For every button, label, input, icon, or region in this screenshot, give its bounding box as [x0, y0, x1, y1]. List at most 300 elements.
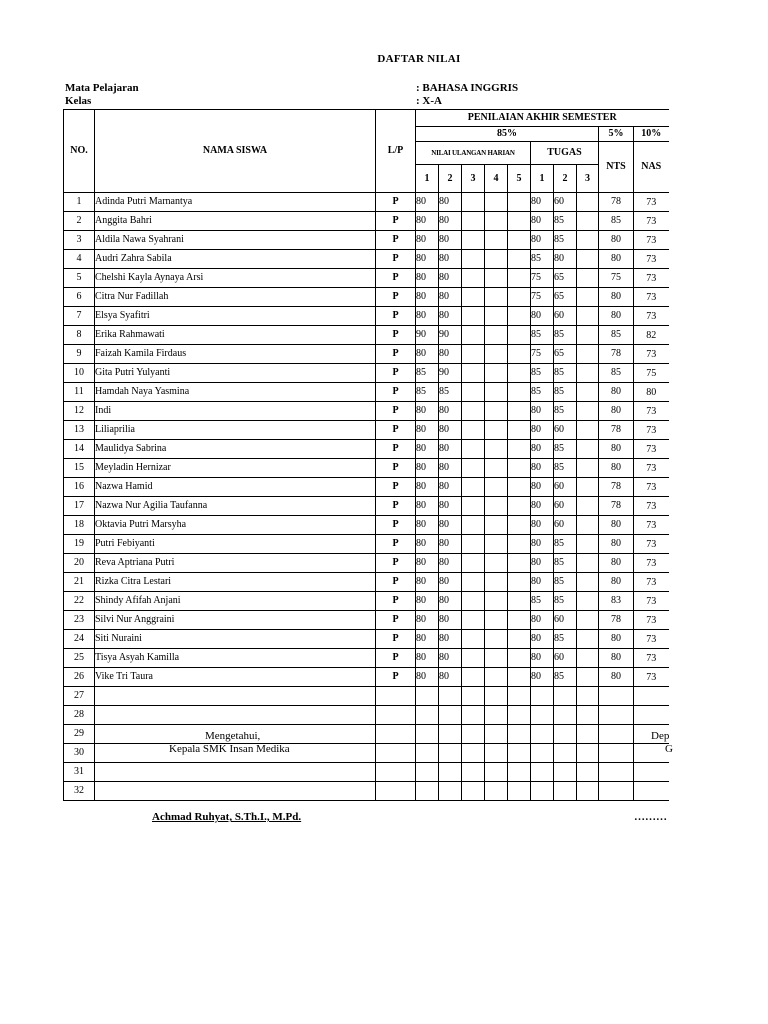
nas-score: 73: [634, 573, 669, 592]
header-no: NO.: [64, 110, 95, 193]
tugas-3: [577, 725, 599, 744]
student-name: Shindy Afifah Anjani: [95, 592, 376, 611]
student-gender: [376, 782, 416, 801]
harian-3: [462, 288, 485, 307]
harian-5: [508, 630, 531, 649]
harian-1: 80: [416, 573, 439, 592]
table-row: [64, 250, 669, 269]
harian-3: [462, 345, 485, 364]
harian-2: 80: [439, 554, 462, 573]
row-number: 11: [64, 383, 95, 402]
harian-3: [462, 763, 485, 782]
header-tugas-col-3: 3: [577, 165, 599, 193]
tugas-3: [577, 459, 599, 478]
nts-score: 78: [599, 497, 634, 516]
student-gender: P: [376, 554, 416, 573]
nts-score: [599, 763, 634, 782]
harian-3: [462, 269, 485, 288]
table-row: [64, 706, 669, 725]
nas-score: 73: [634, 421, 669, 440]
harian-3: [462, 649, 485, 668]
harian-4: [485, 763, 508, 782]
harian-1: 80: [416, 554, 439, 573]
student-name: [95, 706, 376, 725]
student-name: Erika Rahmawati: [95, 326, 376, 345]
row-number: 9: [64, 345, 95, 364]
tugas-3: [577, 554, 599, 573]
row-number: 19: [64, 535, 95, 554]
table-row: [64, 592, 669, 611]
nas-score: 73: [634, 459, 669, 478]
harian-2: 80: [439, 269, 462, 288]
row-number: 17: [64, 497, 95, 516]
student-gender: [376, 687, 416, 706]
tugas-2: 85: [554, 535, 577, 554]
nas-score: [634, 687, 669, 706]
harian-3: [462, 573, 485, 592]
class-value: : X-A: [416, 95, 442, 107]
harian-4: [485, 611, 508, 630]
tugas-3: [577, 535, 599, 554]
harian-4: [485, 573, 508, 592]
student-name: Indi: [95, 402, 376, 421]
tugas-1: 80: [531, 307, 554, 326]
harian-3: [462, 725, 485, 744]
harian-5: [508, 649, 531, 668]
harian-5: [508, 497, 531, 516]
harian-2: 80: [439, 193, 462, 212]
harian-2: [439, 725, 462, 744]
tugas-2: 60: [554, 421, 577, 440]
student-gender: P: [376, 497, 416, 516]
harian-2: 80: [439, 307, 462, 326]
nts-score: 85: [599, 212, 634, 231]
harian-3: [462, 478, 485, 497]
row-number: 23: [64, 611, 95, 630]
harian-2: 80: [439, 592, 462, 611]
harian-2: 80: [439, 250, 462, 269]
student-name: Siti Nuraini: [95, 630, 376, 649]
tugas-1: 80: [531, 497, 554, 516]
nas-score: 75: [634, 364, 669, 383]
row-number: 21: [64, 573, 95, 592]
table-row: [64, 326, 669, 345]
tugas-2: 60: [554, 307, 577, 326]
tugas-2: 65: [554, 288, 577, 307]
student-gender: P: [376, 402, 416, 421]
student-gender: P: [376, 269, 416, 288]
tugas-3: [577, 269, 599, 288]
harian-5: [508, 516, 531, 535]
table-row: [64, 193, 669, 212]
row-number: 31: [64, 763, 95, 782]
student-gender: P: [376, 421, 416, 440]
student-name: Silvi Nur Anggraini: [95, 611, 376, 630]
tugas-2: [554, 782, 577, 801]
harian-2: [439, 687, 462, 706]
tugas-2: 85: [554, 573, 577, 592]
tugas-1: 80: [531, 554, 554, 573]
nas-score: 73: [634, 611, 669, 630]
student-name: Reva Aptriana Putri: [95, 554, 376, 573]
grade-table: [63, 109, 669, 801]
tugas-2: 85: [554, 402, 577, 421]
header-pct10: 10%: [634, 127, 669, 142]
harian-1: 80: [416, 592, 439, 611]
harian-5: [508, 250, 531, 269]
harian-4: [485, 288, 508, 307]
tugas-2: 60: [554, 478, 577, 497]
tugas-2: 80: [554, 250, 577, 269]
tugas-2: [554, 763, 577, 782]
student-gender: P: [376, 630, 416, 649]
tugas-2: 85: [554, 592, 577, 611]
header-nts: NTS: [599, 142, 634, 193]
tugas-1: 80: [531, 193, 554, 212]
header-harian-col-2: 2: [439, 165, 462, 193]
student-gender: P: [376, 478, 416, 497]
row-number: 30: [64, 744, 95, 763]
document-title: DAFTAR NILAI: [377, 53, 461, 65]
table-row: [64, 497, 669, 516]
harian-5: [508, 725, 531, 744]
harian-3: [462, 744, 485, 763]
table-row: [64, 212, 669, 231]
student-name: Gita Putri Yulyanti: [95, 364, 376, 383]
student-gender: P: [376, 288, 416, 307]
student-name: Putri Febiyanti: [95, 535, 376, 554]
tugas-3: [577, 744, 599, 763]
tugas-2: 65: [554, 345, 577, 364]
tugas-2: 60: [554, 611, 577, 630]
student-gender: P: [376, 212, 416, 231]
nas-score: 73: [634, 307, 669, 326]
harian-1: [416, 725, 439, 744]
harian-4: [485, 516, 508, 535]
student-gender: P: [376, 535, 416, 554]
harian-1: 80: [416, 193, 439, 212]
table-row: [64, 459, 669, 478]
principal-title: Kepala SMK Insan Medika: [169, 743, 290, 755]
tugas-1: 80: [531, 440, 554, 459]
harian-5: [508, 478, 531, 497]
tugas-1: 80: [531, 478, 554, 497]
harian-3: [462, 554, 485, 573]
harian-5: [508, 573, 531, 592]
nts-score: 85: [599, 326, 634, 345]
tugas-1: 80: [531, 573, 554, 592]
harian-2: 80: [439, 516, 462, 535]
tugas-3: [577, 573, 599, 592]
harian-2: 80: [439, 288, 462, 307]
nas-score: 73: [634, 250, 669, 269]
nas-score: [634, 763, 669, 782]
nts-score: 78: [599, 193, 634, 212]
nas-score: 73: [634, 592, 669, 611]
harian-5: [508, 706, 531, 725]
nts-score: 80: [599, 383, 634, 402]
tugas-3: [577, 383, 599, 402]
tugas-2: 85: [554, 231, 577, 250]
harian-2: [439, 763, 462, 782]
harian-1: 80: [416, 307, 439, 326]
harian-5: [508, 421, 531, 440]
class-label: Kelas: [65, 95, 92, 107]
row-number: 24: [64, 630, 95, 649]
harian-5: [508, 231, 531, 250]
row-number: 25: [64, 649, 95, 668]
right-signature-name: ………: [634, 811, 667, 823]
harian-2: 90: [439, 326, 462, 345]
nas-score: 73: [634, 649, 669, 668]
nts-score: 80: [599, 668, 634, 687]
tugas-1: 75: [531, 269, 554, 288]
harian-2: 80: [439, 649, 462, 668]
tugas-1: [531, 706, 554, 725]
harian-2: 90: [439, 364, 462, 383]
harian-1: 90: [416, 326, 439, 345]
table-row: [64, 288, 669, 307]
harian-2: 80: [439, 231, 462, 250]
harian-1: 80: [416, 497, 439, 516]
harian-2: 80: [439, 459, 462, 478]
table-row: [64, 478, 669, 497]
nas-score: 73: [634, 345, 669, 364]
nts-score: 78: [599, 421, 634, 440]
tugas-3: [577, 592, 599, 611]
nts-score: 78: [599, 611, 634, 630]
table-row: [64, 668, 669, 687]
row-number: 7: [64, 307, 95, 326]
tugas-1: 80: [531, 421, 554, 440]
nas-score: 82: [634, 326, 669, 345]
tugas-2: [554, 725, 577, 744]
student-gender: [376, 763, 416, 782]
subject-value: : BAHASA INGGRIS: [416, 82, 519, 94]
harian-5: [508, 744, 531, 763]
harian-4: [485, 630, 508, 649]
student-gender: P: [376, 668, 416, 687]
header-tugas: TUGAS: [531, 142, 599, 165]
harian-1: 80: [416, 516, 439, 535]
student-gender: P: [376, 193, 416, 212]
tugas-3: [577, 250, 599, 269]
student-gender: P: [376, 383, 416, 402]
nas-score: 73: [634, 630, 669, 649]
tugas-2: 65: [554, 269, 577, 288]
row-number: 5: [64, 269, 95, 288]
nas-score: 80: [634, 383, 669, 402]
harian-2: 80: [439, 573, 462, 592]
harian-5: [508, 326, 531, 345]
harian-1: 80: [416, 421, 439, 440]
harian-2: 80: [439, 212, 462, 231]
tugas-2: 85: [554, 212, 577, 231]
table-row: [64, 630, 669, 649]
row-number: 1: [64, 193, 95, 212]
tugas-2: 85: [554, 383, 577, 402]
tugas-1: 80: [531, 535, 554, 554]
harian-3: [462, 706, 485, 725]
harian-5: [508, 440, 531, 459]
harian-1: [416, 782, 439, 801]
header-harian: NILAI ULANGAN HARIAN: [416, 142, 531, 165]
table-row: [64, 649, 669, 668]
harian-2: 80: [439, 497, 462, 516]
harian-4: [485, 212, 508, 231]
tugas-1: [531, 744, 554, 763]
row-number: 28: [64, 706, 95, 725]
nas-score: [634, 744, 669, 763]
harian-4: [485, 269, 508, 288]
header-harian-col-3: 3: [462, 165, 485, 193]
row-number: 4: [64, 250, 95, 269]
header-harian-col-5: 5: [508, 165, 531, 193]
harian-1: [416, 744, 439, 763]
student-gender: P: [376, 307, 416, 326]
right-signature-title: G: [665, 743, 673, 755]
student-name: Meyladin Hernizar: [95, 459, 376, 478]
table-row: [64, 687, 669, 706]
harian-1: 80: [416, 212, 439, 231]
nas-score: [634, 706, 669, 725]
tugas-1: [531, 763, 554, 782]
nas-score: 73: [634, 231, 669, 250]
tugas-1: 80: [531, 649, 554, 668]
harian-3: [462, 630, 485, 649]
principal-name: Achmad Ruhyat, S.Th.I., M.Pd.: [152, 811, 302, 823]
harian-1: 80: [416, 630, 439, 649]
nas-score: 73: [634, 516, 669, 535]
harian-3: [462, 231, 485, 250]
student-name: Adinda Putri Marnantya: [95, 193, 376, 212]
header-name: NAMA SISWA: [95, 110, 376, 193]
harian-2: 80: [439, 668, 462, 687]
tugas-3: [577, 763, 599, 782]
harian-4: [485, 364, 508, 383]
nts-score: 80: [599, 440, 634, 459]
tugas-3: [577, 421, 599, 440]
tugas-3: [577, 497, 599, 516]
nts-score: 80: [599, 250, 634, 269]
header-pct5: 5%: [599, 127, 634, 142]
nts-score: 80: [599, 231, 634, 250]
student-gender: P: [376, 440, 416, 459]
student-gender: [376, 744, 416, 763]
harian-1: [416, 687, 439, 706]
student-name: Oktavia Putri Marsyha: [95, 516, 376, 535]
nts-score: 80: [599, 307, 634, 326]
student-name: Faizah Kamila Firdaus: [95, 345, 376, 364]
header-harian-col-1: 1: [416, 165, 439, 193]
harian-1: [416, 706, 439, 725]
tugas-1: 80: [531, 611, 554, 630]
harian-3: [462, 307, 485, 326]
harian-5: [508, 554, 531, 573]
tugas-1: 80: [531, 212, 554, 231]
harian-4: [485, 402, 508, 421]
student-name: Maulidya Sabrina: [95, 440, 376, 459]
student-gender: P: [376, 516, 416, 535]
harian-1: 80: [416, 478, 439, 497]
tugas-2: 60: [554, 649, 577, 668]
nts-score: 80: [599, 288, 634, 307]
tugas-1: 85: [531, 326, 554, 345]
student-gender: P: [376, 573, 416, 592]
harian-1: 80: [416, 440, 439, 459]
nts-score: [599, 687, 634, 706]
nas-score: 73: [634, 193, 669, 212]
nas-score: 73: [634, 497, 669, 516]
tugas-3: [577, 706, 599, 725]
tugas-3: [577, 402, 599, 421]
nts-score: [599, 725, 634, 744]
tugas-3: [577, 193, 599, 212]
tugas-2: 60: [554, 516, 577, 535]
row-number: 27: [64, 687, 95, 706]
harian-5: [508, 193, 531, 212]
harian-2: 80: [439, 611, 462, 630]
tugas-2: 85: [554, 630, 577, 649]
nts-score: 80: [599, 516, 634, 535]
harian-3: [462, 687, 485, 706]
table-row: [64, 307, 669, 326]
harian-4: [485, 478, 508, 497]
tugas-3: [577, 212, 599, 231]
tugas-2: 85: [554, 668, 577, 687]
row-number: 2: [64, 212, 95, 231]
nts-score: 80: [599, 402, 634, 421]
nas-score: 73: [634, 535, 669, 554]
tugas-3: [577, 326, 599, 345]
tugas-2: 60: [554, 193, 577, 212]
harian-3: [462, 497, 485, 516]
tugas-3: [577, 231, 599, 250]
student-gender: [376, 725, 416, 744]
harian-5: [508, 269, 531, 288]
tugas-2: [554, 687, 577, 706]
harian-3: [462, 250, 485, 269]
row-number: 10: [64, 364, 95, 383]
student-name: Vike Tri Taura: [95, 668, 376, 687]
table-row: [64, 782, 669, 801]
student-gender: P: [376, 231, 416, 250]
harian-2: 80: [439, 630, 462, 649]
harian-1: 80: [416, 231, 439, 250]
student-name: [95, 782, 376, 801]
tugas-1: 80: [531, 231, 554, 250]
harian-4: [485, 193, 508, 212]
row-number: 6: [64, 288, 95, 307]
tugas-2: 85: [554, 554, 577, 573]
row-number: 3: [64, 231, 95, 250]
tugas-1: 80: [531, 402, 554, 421]
harian-3: [462, 383, 485, 402]
tugas-1: 75: [531, 345, 554, 364]
row-number: 15: [64, 459, 95, 478]
harian-4: [485, 250, 508, 269]
tugas-2: 85: [554, 326, 577, 345]
header-nas: NAS: [634, 142, 669, 193]
harian-4: [485, 345, 508, 364]
student-name: Liliaprilia: [95, 421, 376, 440]
tugas-3: [577, 364, 599, 383]
student-name: Aldila Nawa Syahrani: [95, 231, 376, 250]
harian-1: 80: [416, 402, 439, 421]
row-number: 16: [64, 478, 95, 497]
harian-1: 85: [416, 383, 439, 402]
harian-5: [508, 288, 531, 307]
